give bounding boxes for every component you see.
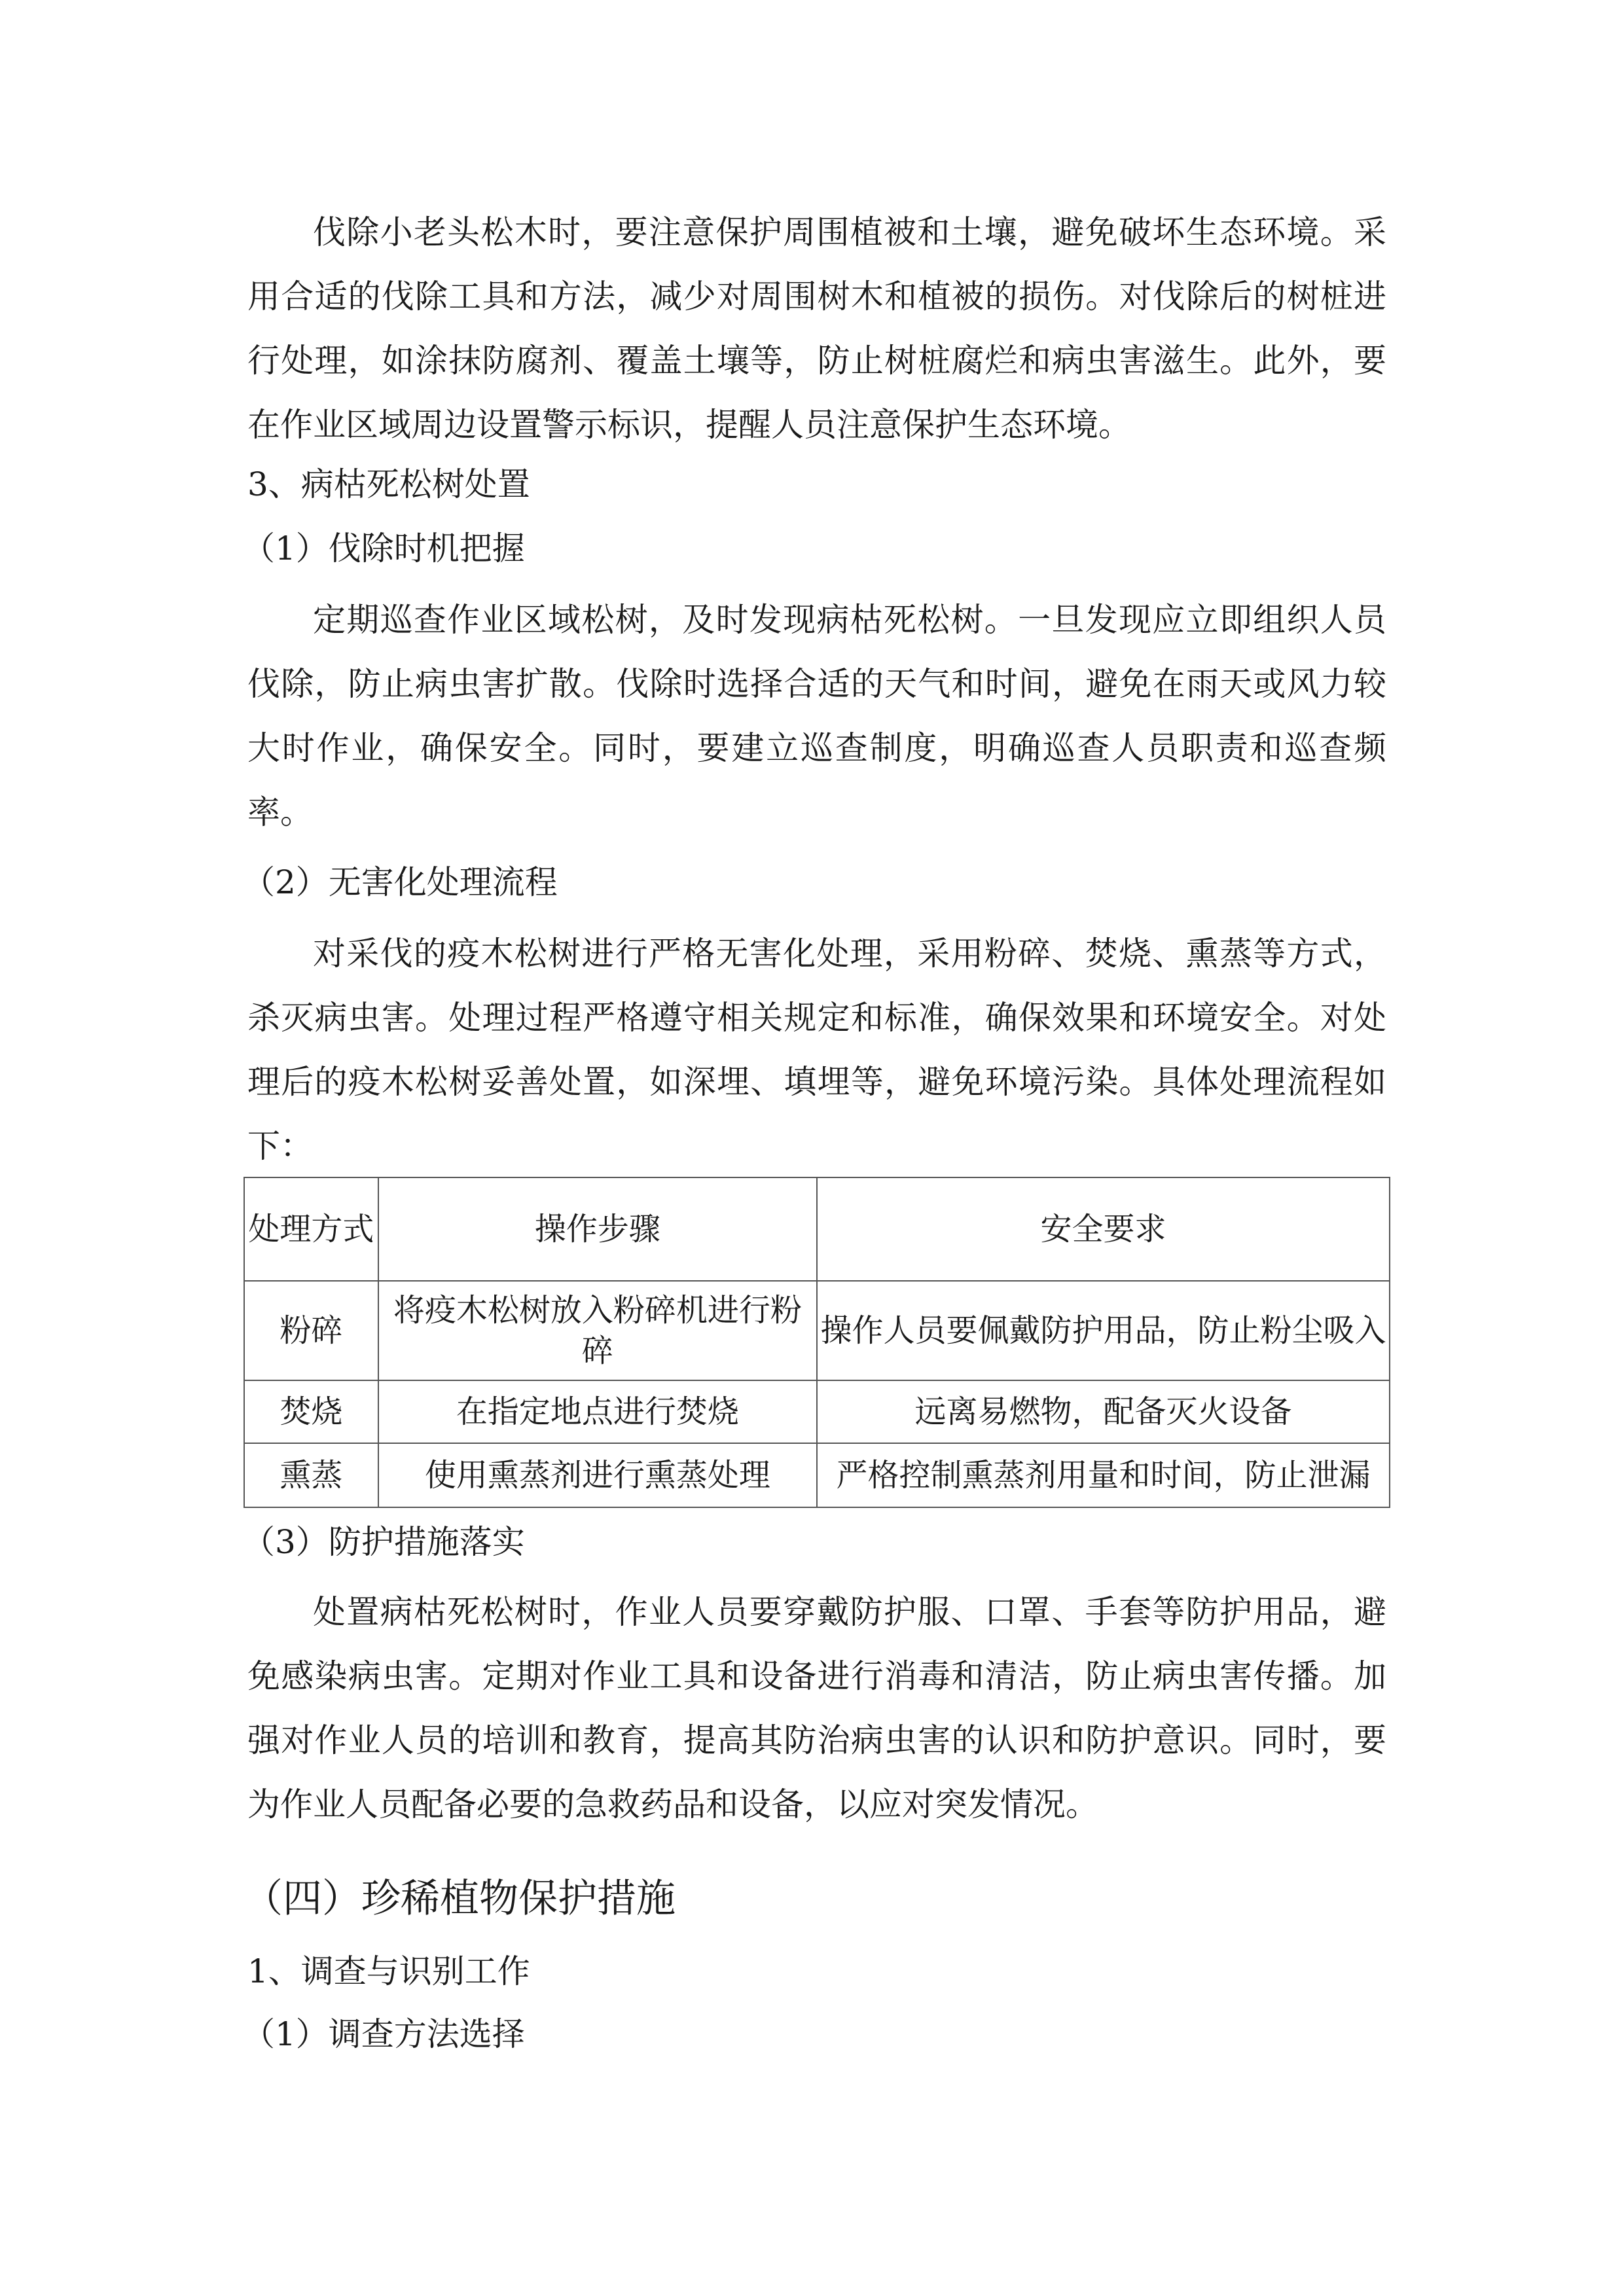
header-steps: 操作步骤 — [378, 1177, 817, 1281]
paragraph-protective-measures: 处置病枯死松树时，作业人员要穿戴防护服、口罩、手套等防护用品，避免感染病虫害。定期对作业工具和设备进行消毒和清洁，防止病虫害传播。加强对作业人员的培训和教育，提高其防治病虫害的认识和防护意识。同时，要为作业人员配备必要的急救药品和设备，以应对突发情况。 — [247, 1593, 1386, 1823]
subheading-felling-timing: （1）伐除时机把握 — [242, 529, 525, 567]
heading-diseased-pine-disposal: 3、病枯死松树处置 — [247, 465, 530, 503]
table-row — [244, 1281, 1390, 1380]
cell-safety: 操作人员要佩戴防护用品，防止粉尘吸入 — [817, 1281, 1390, 1380]
cell-method: 焚烧 — [244, 1380, 378, 1443]
subheading-harmless-treatment: （2）无害化处理流程 — [242, 863, 558, 901]
cell-steps: 在指定地点进行焚烧 — [378, 1380, 817, 1443]
paragraph-felling-timing: 定期巡查作业区域松树，及时发现病枯死松树。一旦发现应立即组织人员伐除，防止病虫害扩散。伐除时选择合适的天气和时间，避免在雨天或风力较大时作业，确保安全。同时，要建立巡查制度，明确巡查人员职责和巡查频率。 — [247, 601, 1386, 831]
cell-steps: 使用熏蒸剂进行熏蒸处理 — [378, 1443, 817, 1507]
table-row — [244, 1380, 1390, 1443]
header-safety: 安全要求 — [817, 1177, 1390, 1281]
cell-method: 粉碎 — [244, 1281, 378, 1380]
subheading-protective-measures: （3）防护措施落实 — [242, 1523, 525, 1561]
treatment-table — [244, 1177, 1390, 1508]
table-header-row — [244, 1177, 1390, 1281]
heading-survey-identification: 1、调查与识别工作 — [247, 1952, 530, 1990]
header-method: 处理方式 — [244, 1177, 378, 1281]
table-row — [244, 1443, 1390, 1507]
cell-method: 熏蒸 — [244, 1443, 378, 1507]
subheading-survey-method: （1）调查方法选择 — [242, 2015, 525, 2053]
section-heading-rare-plants: （四）珍稀植物保护措施 — [244, 1876, 676, 1922]
cell-steps: 将疫木松树放入粉碎机进行粉碎 — [378, 1281, 817, 1380]
cell-safety: 严格控制熏蒸剂用量和时间，防止泄漏 — [817, 1443, 1390, 1507]
cell-safety: 远离易燃物，配备灭火设备 — [817, 1380, 1390, 1443]
paragraph-harmless-treatment: 对采伐的疫木松树进行严格无害化处理，采用粉碎、焚烧、熏蒸等方式，杀灭病虫害。处理过程严格遵守相关规定和标准，确保效果和环境安全。对处理后的疫木松树妥善处置，如深埋、填埋等，避免环境污染。具体处理流程如下： — [247, 935, 1386, 1165]
paragraph-felling-old-pines: 伐除小老头松木时，要注意保护周围植被和土壤，避免破坏生态环境。采用合适的伐除工具和方法，减少对周围树木和植被的损伤。对伐除后的树桩进行处理，如涂抹防腐剂、覆盖土壤等，防止树桩腐烂和病虫害滋生。此外，要在作业区域周边设置警示标识，提醒人员注意保护生态环境。 — [247, 213, 1386, 444]
